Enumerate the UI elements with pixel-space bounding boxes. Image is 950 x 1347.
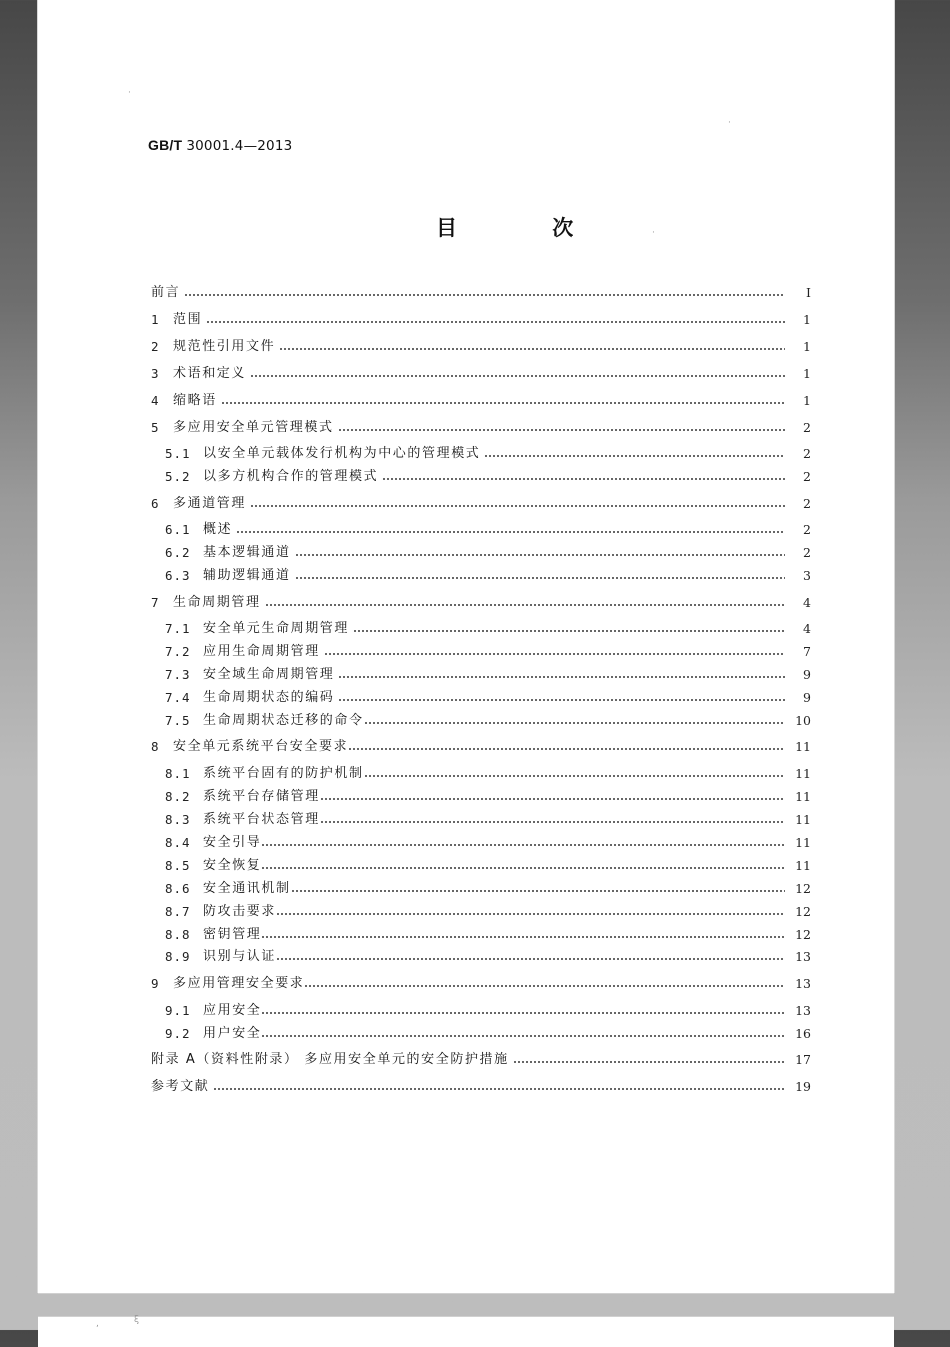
toc-entry-title: 生命周期状态的编码	[203, 690, 335, 705]
toc-entry[interactable]	[165, 665, 811, 685]
toc-entry-page-number: 4	[803, 595, 811, 610]
dot-leader	[304, 985, 785, 987]
toc-entry-page-number: 11	[795, 739, 811, 754]
toc-entry-title: 多应用管理安全要求	[173, 976, 305, 991]
toc-entry-title: 前言	[151, 285, 181, 300]
toc-entry-number: 5.1	[165, 446, 191, 461]
toc-entry-number: 8.7	[165, 904, 191, 919]
standard-code	[148, 137, 292, 154]
dot-leader	[364, 775, 785, 777]
toc-entry[interactable]	[165, 833, 811, 853]
toc-entry[interactable]	[151, 283, 811, 303]
dot-leader	[279, 348, 785, 350]
scan-speck: ·	[128, 88, 131, 98]
toc-entry[interactable]	[151, 593, 811, 613]
toc-entry[interactable]	[165, 520, 811, 540]
dot-leader	[320, 798, 785, 800]
toc-entry-page-number: 17	[795, 1052, 811, 1067]
toc-entry[interactable]	[165, 1001, 811, 1021]
dot-leader	[206, 321, 785, 323]
toc-entry-number: 9	[151, 976, 159, 991]
toc-entry-title: 系统平台存储管理	[203, 789, 320, 804]
toc-entry-title: 生命周期状态迁移的命令	[203, 713, 364, 728]
toc-entry-page-number: 3	[803, 568, 811, 583]
toc-entry-title: 辅助逻辑通道	[203, 568, 291, 583]
toc-entry-title: 以多方机构合作的管理模式	[203, 469, 379, 484]
toc-entry-page-number: 9	[803, 667, 811, 682]
dot-leader	[276, 958, 785, 960]
toc-entry[interactable]	[165, 467, 811, 487]
dot-leader	[348, 748, 785, 750]
toc-entry-page-number: 12	[795, 927, 811, 942]
toc-entry-title: 基本逻辑通道	[203, 545, 291, 560]
toc-entry-page-number: 11	[795, 835, 811, 850]
toc-entry-number: 7.3	[165, 667, 191, 682]
dot-leader	[291, 890, 785, 892]
toc-entry-page-number: 7	[803, 644, 811, 659]
toc-entry-page-number: 12	[795, 904, 811, 919]
toc-entry-title: 用户安全	[203, 1026, 262, 1041]
toc-entry-number: 1	[151, 312, 159, 327]
dot-leader	[338, 699, 785, 701]
toc-entry-number: 8.8	[165, 927, 191, 942]
toc-entry[interactable]	[165, 688, 811, 708]
toc-entry-number: 8	[151, 739, 159, 754]
next-page-edge	[38, 1316, 894, 1347]
toc-entry-page-number: 10	[795, 713, 811, 728]
dot-leader	[261, 936, 785, 938]
dot-leader	[261, 1035, 785, 1037]
toc-entry[interactable]	[165, 642, 811, 662]
toc-entry[interactable]	[151, 1050, 811, 1070]
dot-leader	[295, 577, 785, 579]
toc-entry-page-number: 11	[795, 812, 811, 827]
toc-entry-page-number: 13	[795, 1003, 811, 1018]
toc-entry-number: 6.1	[165, 522, 191, 537]
toc-entry[interactable]	[165, 925, 811, 945]
dot-leader	[261, 1012, 785, 1014]
toc-entry-title: 安全单元系统平台安全要求	[173, 739, 349, 754]
toc-entry-title: 以安全单元载体发行机构为中心的管理模式	[203, 446, 481, 461]
toc-entry[interactable]	[165, 444, 811, 464]
dot-leader	[353, 630, 785, 632]
document-page	[38, 0, 894, 1293]
toc-entry-title: 参考文献	[151, 1079, 210, 1094]
toc-entry-title: 规范性引用文件	[173, 339, 276, 354]
toc-entry-title: 缩略语	[173, 393, 217, 408]
toc-entry-page-number: 13	[795, 949, 811, 964]
toc-entry-number: 9.1	[165, 1003, 191, 1018]
toc-entry-page-number: 11	[795, 858, 811, 873]
dot-leader	[338, 429, 785, 431]
toc-entry-page-number: 4	[803, 621, 811, 636]
toc-entry[interactable]	[165, 1024, 811, 1044]
toc-entry[interactable]	[165, 619, 811, 639]
standard-code-prefix: GB/T	[148, 137, 183, 153]
toc-entry-page-number: 2	[803, 545, 811, 560]
dot-leader	[484, 455, 785, 457]
dot-leader	[295, 554, 785, 556]
toc-entry-page-number: 11	[795, 789, 811, 804]
toc-entry-title: 范围	[173, 312, 203, 327]
dot-leader	[276, 913, 785, 915]
toc-entry-number: 6.2	[165, 545, 191, 560]
toc-entry-title: 术语和定义	[173, 366, 247, 381]
toc-entry-page-number: 2	[803, 469, 811, 484]
dot-leader	[382, 478, 785, 480]
toc-entry-title: 安全通讯机制	[203, 881, 291, 896]
toc-entry-page-number: 9	[803, 690, 811, 705]
dot-leader	[364, 722, 785, 724]
toc-entry-page-number: 19	[795, 1079, 811, 1094]
toc-entry-page-number: 1	[803, 393, 811, 408]
toc-entry-number: 6	[151, 496, 159, 511]
scan-speck: ,	[96, 1319, 99, 1329]
toc-entry-page-number: Ⅰ	[806, 285, 811, 300]
toc-entry-number: 8.2	[165, 789, 191, 804]
toc-entry[interactable]	[165, 856, 811, 876]
toc-entry-title: 多通道管理	[173, 496, 247, 511]
toc-entry[interactable]	[151, 974, 811, 994]
toc-entry-title: 附录 A（资料性附录） 多应用安全单元的安全防护措施	[151, 1052, 509, 1067]
dot-leader	[265, 604, 785, 606]
toc-entry[interactable]	[165, 947, 811, 967]
toc-entry-number: 7	[151, 595, 159, 610]
toc-entry-number: 8.1	[165, 766, 191, 781]
dot-leader	[261, 844, 785, 846]
toc-entry-title: 生命周期管理	[173, 595, 261, 610]
toc-entry-number: 7.2	[165, 644, 191, 659]
toc-entry-title: 防攻击要求	[203, 904, 277, 919]
toc-entry-page-number: 12	[795, 881, 811, 896]
toc-entry-title: 应用生命周期管理	[203, 644, 320, 659]
toc-entry[interactable]	[165, 543, 811, 563]
toc-entry[interactable]	[151, 494, 811, 514]
toc-entry-title: 系统平台状态管理	[203, 812, 320, 827]
toc-entry-number: 8.4	[165, 835, 191, 850]
toc-entry-title: 密钥管理	[203, 927, 262, 942]
standard-code-number: 30001.4—2013	[186, 138, 293, 154]
toc-entry-page-number: 13	[795, 976, 811, 991]
toc-entry-title: 多应用安全单元管理模式	[173, 420, 334, 435]
toc-entry-title: 应用安全	[203, 1003, 262, 1018]
toc-entry[interactable]	[165, 764, 811, 784]
scan-speck: ·	[652, 228, 655, 238]
dot-leader	[184, 294, 785, 296]
toc-entry-page-number: 1	[803, 339, 811, 354]
toc-entry[interactable]	[151, 364, 811, 384]
toc-entry-title: 系统平台固有的防护机制	[203, 766, 364, 781]
toc-entry-number: 6.3	[165, 568, 191, 583]
toc-entry-title: 安全域生命周期管理	[203, 667, 335, 682]
toc-entry[interactable]	[165, 711, 811, 731]
toc-entry-number: 8.6	[165, 881, 191, 896]
toc-entry[interactable]	[151, 391, 811, 411]
toc-entry[interactable]	[151, 1077, 811, 1097]
scan-speck: ξ	[134, 1315, 140, 1325]
toc-entry-number: 5.2	[165, 469, 191, 484]
toc-entry-title: 识别与认证	[203, 949, 277, 964]
scan-speck: ·	[728, 118, 731, 128]
toc-entry-page-number: 1	[803, 312, 811, 327]
toc-entry-title: 概述	[203, 522, 233, 537]
dot-leader	[250, 505, 785, 507]
toc-entry[interactable]	[165, 566, 811, 586]
dot-leader	[250, 375, 785, 377]
toc-entry-number: 8.3	[165, 812, 191, 827]
toc-entry[interactable]	[165, 902, 811, 922]
toc-entry-number: 2	[151, 339, 159, 354]
toc-entry-page-number: 1	[803, 366, 811, 381]
dot-leader	[221, 402, 785, 404]
dot-leader	[236, 531, 785, 533]
dot-leader	[338, 676, 785, 678]
dot-leader	[213, 1088, 785, 1090]
toc-entry-page-number: 2	[803, 496, 811, 511]
dot-leader	[513, 1061, 785, 1063]
toc-entry-page-number: 2	[803, 420, 811, 435]
toc-entry[interactable]	[151, 418, 811, 438]
dot-leader	[320, 821, 785, 823]
toc-entry[interactable]	[165, 879, 811, 899]
toc-entry-page-number: 2	[803, 446, 811, 461]
toc-entry-number: 4	[151, 393, 159, 408]
toc-entry-title: 安全单元生命周期管理	[203, 621, 350, 636]
toc-entry[interactable]	[165, 810, 811, 830]
toc-entry-title: 安全引导	[203, 835, 262, 850]
toc-entry[interactable]	[165, 787, 811, 807]
toc-entry-page-number: 16	[795, 1026, 811, 1041]
dot-leader	[324, 653, 785, 655]
toc-title: 目 次	[436, 216, 618, 240]
toc-entry-title: 安全恢复	[203, 858, 262, 873]
toc-entry-number: 3	[151, 366, 159, 381]
toc-entry[interactable]	[151, 310, 811, 330]
toc-entry-number: 8.5	[165, 858, 191, 873]
toc-entry-number: 7.1	[165, 621, 191, 636]
toc-entry-page-number: 2	[803, 522, 811, 537]
dot-leader	[261, 867, 785, 869]
toc-entry[interactable]	[151, 737, 811, 757]
toc-entry-number: 7.4	[165, 690, 191, 705]
toc-entry-number: 5	[151, 420, 159, 435]
toc-entry-number: 8.9	[165, 949, 191, 964]
toc-entry[interactable]	[151, 337, 811, 357]
toc-entry-number: 7.5	[165, 713, 191, 728]
toc-entry-page-number: 11	[795, 766, 811, 781]
toc-entry-number: 9.2	[165, 1026, 191, 1041]
